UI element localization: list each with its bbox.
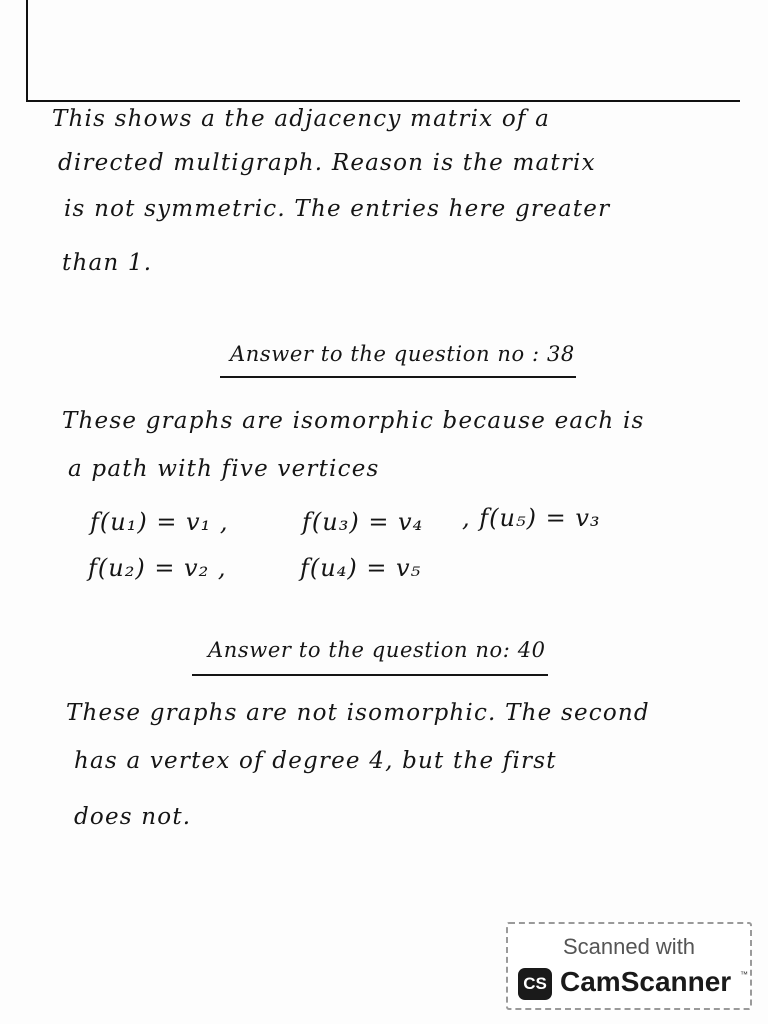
camscanner-logo-icon: CS (518, 968, 552, 1000)
equation-f-u5: , f(u₅) = v₃ (462, 504, 601, 532)
para1-line2: directed multigraph. Reason is the matrix (58, 150, 596, 176)
para3-line1: These graphs are not isomorphic. The second (66, 700, 650, 726)
trademark-mark: ™ (740, 970, 748, 979)
para2-line2: a path with five vertices (68, 456, 380, 482)
para1-line1: This shows a the adjacency matrix of a (52, 106, 551, 132)
equation-f-u4: f(u₄) = v₅ (300, 554, 422, 582)
heading-38-underline (220, 376, 576, 378)
watermark-brand-name: CamScanner (560, 966, 732, 997)
camscanner-watermark (506, 922, 752, 1010)
para3-line2: has a vertex of degree 4, but the first (74, 748, 557, 774)
heading-question-40: Answer to the question no: 40 (208, 638, 546, 662)
margin-line (26, 0, 28, 102)
heading-question-38: Answer to the question no : 38 (230, 342, 575, 366)
heading-40-underline (192, 674, 548, 676)
watermark-caption: Scanned with (562, 934, 696, 959)
equation-f-u3: f(u₃) = v₄ (302, 508, 424, 536)
para2-line1: These graphs are isomorphic because each is (62, 408, 645, 434)
para3-line3: does not. (74, 804, 192, 830)
para1-line4: than 1. (62, 250, 153, 276)
equation-f-u1: f(u₁) = v₁ , (90, 508, 229, 536)
equation-f-u2: f(u₂) = v₂ , (88, 554, 227, 582)
para1-line3: is not symmetric. The entries here greater (64, 196, 611, 222)
top-rule (26, 100, 740, 102)
